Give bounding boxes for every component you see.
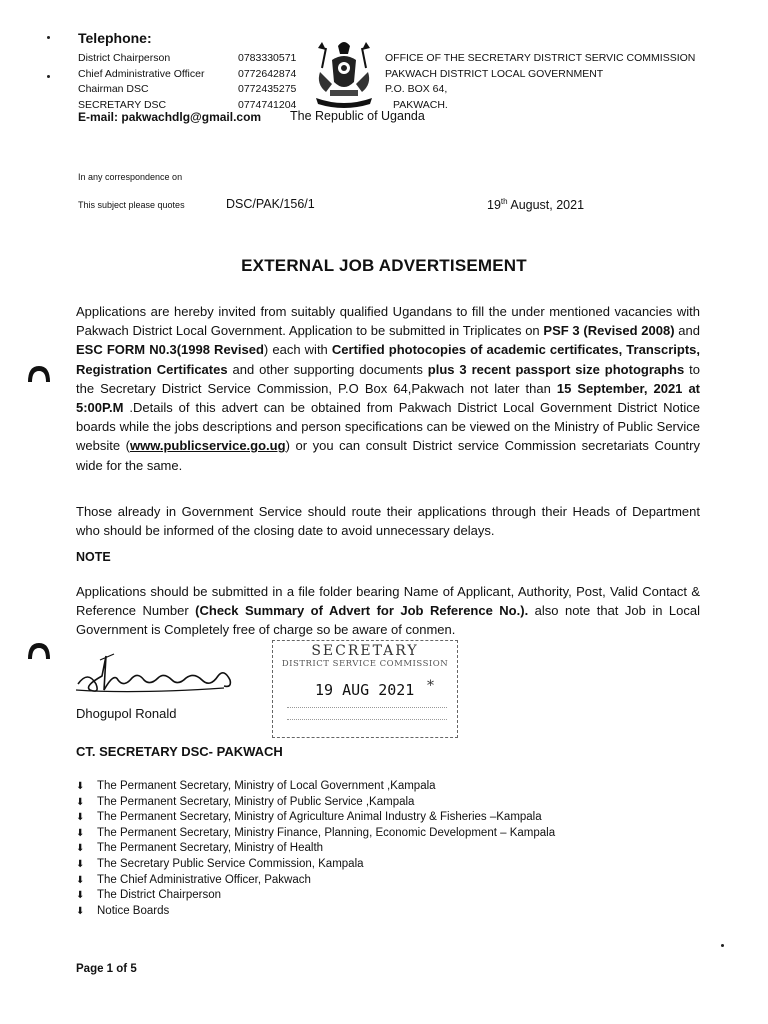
stamp-date: 19 AUG 2021 <box>315 681 415 699</box>
cc-recipient: The District Chairperson <box>97 889 221 902</box>
contact-phone: 0772435275 <box>238 83 297 95</box>
contact-role: Chief Administrative Officer <box>78 67 205 80</box>
telephone-title: Telephone: <box>78 30 152 46</box>
arrow-bullet-icon: ⬇ <box>76 781 85 792</box>
intro-paragraph <box>76 302 700 475</box>
punch-hole-icon <box>26 641 52 661</box>
arrow-bullet-icon: ⬇ <box>76 858 85 870</box>
scan-speck <box>47 75 50 78</box>
list-item <box>76 795 555 811</box>
office-line: OFFICE OF THE SECRETARY DISTRICT SERVIC COMMISSION <box>385 52 696 64</box>
signer-name: Dhogupol Ronald <box>76 706 177 721</box>
note-label: NOTE <box>76 550 111 564</box>
coat-of-arms-icon <box>308 38 380 110</box>
received-stamp <box>272 640 458 738</box>
stamp-star: * <box>427 678 434 694</box>
cc-recipient: The Permanent Secretary, Ministry Finance, Planning, Economic Development – Kampala <box>97 826 556 839</box>
scan-speck <box>47 36 50 39</box>
text-run: .Details of this advert can be obtained from Pakwach District Local Government District Notice boards while the jobs descriptions and person specifications can be viewed on the Ministry of Public Service website ( <box>76 400 700 454</box>
reference-number: DSC/PAK/156/1 <box>226 197 315 211</box>
scan-speck <box>721 944 724 947</box>
signature-image <box>74 650 239 702</box>
arrow-bullet-icon: ⬇ <box>76 843 85 855</box>
bold-run: (Check Summary of Advert for Job Reference No.). <box>195 603 529 619</box>
deadline: 15 September, 2021 at 5:00P.M <box>76 380 700 416</box>
page-number: Page 1 of 5 <box>76 963 137 975</box>
arrow-bullet-icon: ⬇ <box>76 827 85 839</box>
cc-recipient: The Permanent Secretary, Ministry of Agriculture Animal Industry & Fisheries –Kampala <box>97 811 542 824</box>
bold-run: plus 3 recent passport size photographs <box>427 361 685 377</box>
contact-row <box>78 67 318 83</box>
list-item <box>76 904 555 920</box>
cc-recipient: The Secretary Public Service Commission, Kampala <box>97 857 364 870</box>
contact-role: SECRETARY DSC <box>78 98 167 111</box>
cc-recipient: The Permanent Secretary, Ministry of Public Service ,Kampala <box>97 795 415 808</box>
bold-run: ESC FORM N0.3(1998 Revised <box>76 342 264 358</box>
contact-list <box>78 51 318 113</box>
arrow-bullet-icon: ⬇ <box>76 890 85 902</box>
email-line <box>78 110 261 124</box>
email-address: pakwachdlg@gmail.com <box>121 110 262 124</box>
list-item <box>76 826 555 842</box>
correspondence-line: This subject please quotes <box>78 200 185 210</box>
date-day: 19 <box>487 198 501 213</box>
text-run: Applications are hereby invited from suitably qualified Ugandans to fill the under mentioned vacancies with Pakwach District Local Government. Application to be submitted in Triplicates on <box>76 304 700 339</box>
contact-phone: 0774741204 <box>238 98 297 111</box>
office-line: PAKWACH DISTRICT LOCAL GOVERNMENT <box>385 67 604 80</box>
letter-date <box>487 197 584 212</box>
office-line: PAKWACH. <box>393 98 448 111</box>
contact-role: Chairman DSC <box>78 83 149 95</box>
list-item <box>76 810 555 826</box>
text-run: ) each with <box>263 342 332 358</box>
email-label: E-mail: <box>78 110 119 124</box>
text-run: Applications should be submitted in a file folder bearing Name of Applicant, Authority, Post, Valid Contact & Reference Number <box>76 584 700 619</box>
stamp-rule <box>287 707 447 708</box>
text-run: to the Secretary District Service Commission, P.O Box 64,Pakwach not later than <box>76 361 700 396</box>
contact-phone: 0772642874 <box>238 67 297 80</box>
list-item <box>76 873 555 889</box>
stamp-subtitle: DISTRICT SERVICE COMMISSION <box>281 659 449 669</box>
stamp-rule <box>287 719 447 720</box>
list-item <box>76 779 555 795</box>
bold-run: PSF 3 (Revised 2008) <box>543 323 675 339</box>
document-heading: EXTERNAL JOB ADVERTISEMENT <box>241 256 527 275</box>
arrow-bullet-icon: ⬇ <box>76 874 85 886</box>
cc-recipient: Notice Boards <box>97 904 170 917</box>
office-line: P.O. BOX 64, <box>385 83 448 95</box>
contact-row <box>78 82 318 98</box>
list-item <box>76 888 555 904</box>
contact-role: District Chairperson <box>78 52 171 64</box>
bold-run: Certified photocopies of academic certificates, Transcripts, Registration Certificates <box>76 342 700 377</box>
text-run: and other supporting documents <box>227 361 428 377</box>
arrow-bullet-icon: ⬇ <box>76 812 85 824</box>
text-run: and <box>674 323 700 339</box>
republic-label: The Republic of Uganda <box>290 109 425 123</box>
arrow-bullet-icon: ⬇ <box>76 796 85 808</box>
cc-recipient: The Permanent Secretary, Ministry of Local Government ,Kampala <box>97 780 436 792</box>
cc-recipient: The Chief Administrative Officer, Pakwach <box>97 873 311 886</box>
stamp-title: SECRETARY <box>311 643 419 659</box>
note-paragraph <box>76 582 700 640</box>
contact-row <box>78 51 318 67</box>
signer-title: CT. SECRETARY DSC- PAKWACH <box>76 744 283 759</box>
text-run: ) or you can consult District service Commission secretariats Country wide for the same. <box>76 438 700 473</box>
government-service-paragraph: Those already in Government Service should route their applications through their Heads of Department who should be informed of the closing date to avoid unnecessary delays. <box>76 504 700 539</box>
punch-hole-icon <box>26 364 52 384</box>
correspondence-line: In any correspondence on <box>78 172 183 182</box>
list-item <box>76 857 555 873</box>
arrow-bullet-icon: ⬇ <box>76 905 85 917</box>
date-rest: August, 2021 <box>507 198 585 213</box>
contact-phone: 0783330571 <box>238 52 297 64</box>
list-item <box>76 841 555 857</box>
date-suffix: th <box>500 197 508 206</box>
office-address <box>385 51 695 113</box>
text-run: also note that Job in Local Government is Completely free of charge so be aware of conmen. <box>76 603 700 638</box>
cc-list <box>76 779 555 919</box>
website-link[interactable]: www.publicservice.go.ug <box>130 438 286 454</box>
cc-recipient: The Permanent Secretary, Ministry of Health <box>97 842 324 855</box>
